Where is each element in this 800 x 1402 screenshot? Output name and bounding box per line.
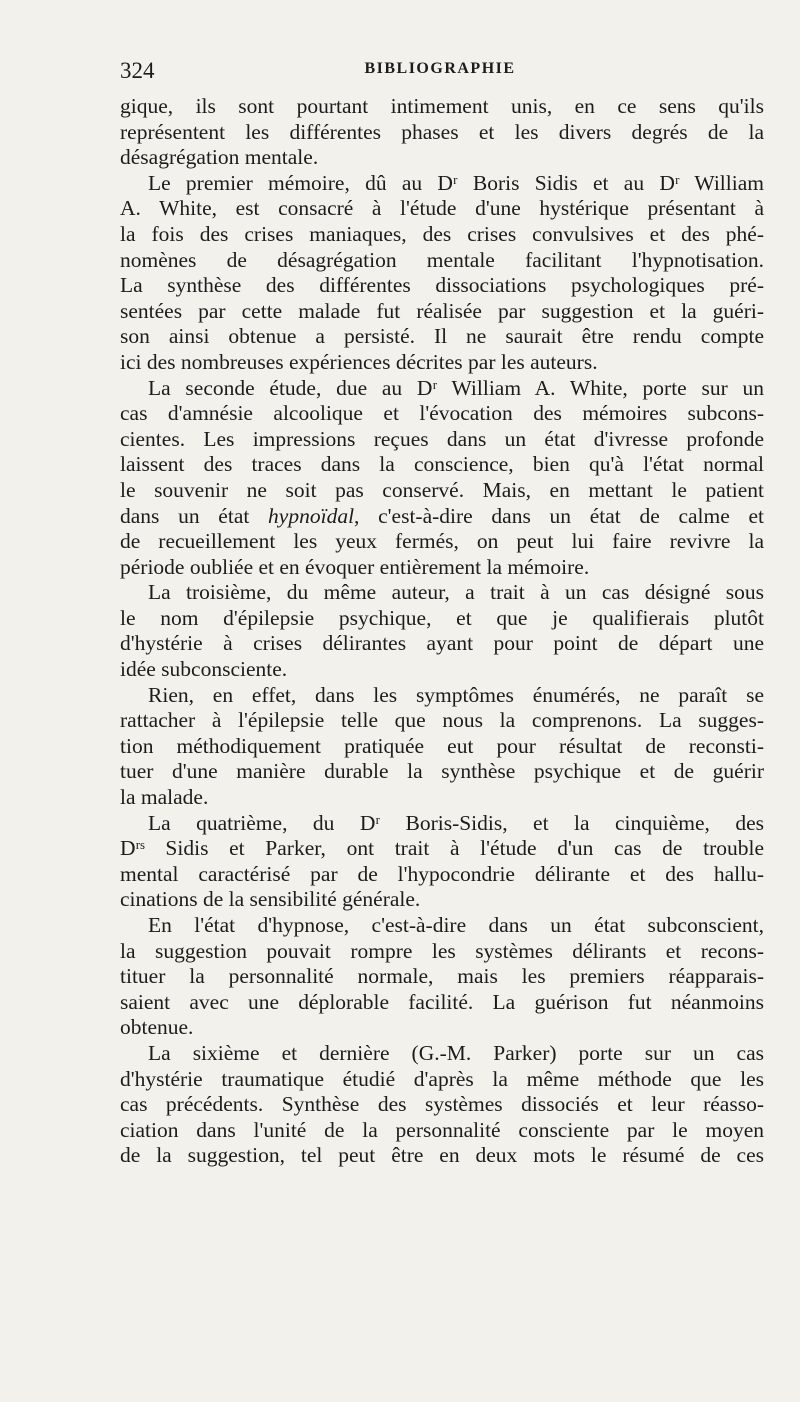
text-line: le nom d'épilepsie psychique, et que je qualifierais plutôt <box>120 605 764 630</box>
text-line: cientes. Les impressions reçues dans un état d'ivresse profonde <box>120 426 764 451</box>
italic-term: hypnoïdal <box>268 503 355 528</box>
text-line: désagrégation mentale. <box>120 145 319 170</box>
paragraph <box>120 376 764 581</box>
text-line: ici des nombreuses expériences décrites par les auteurs. <box>120 349 598 374</box>
paragraph <box>120 913 764 1041</box>
text-line: Le premier mémoire, dû au Dʳ Boris Sidis et au Dʳ William <box>148 170 764 195</box>
text-line: ciation dans l'unité de la personnalité consciente par le moyen <box>120 1117 764 1142</box>
running-title: BIBLIOGRAPHIE <box>364 60 516 77</box>
text-line: rattacher à l'épilepsie telle que nous la comprenons. La sugges- <box>120 708 764 733</box>
running-head <box>120 58 760 82</box>
text-line: La quatrième, du Dʳ Boris-Sidis, et la cinquième, des <box>148 810 764 835</box>
text-line: tuer d'une manière durable la synthèse psychique et de guérir <box>120 759 764 784</box>
text-line: période oubliée et en évoquer entièrement la mémoire. <box>120 554 590 579</box>
paragraph <box>120 94 764 171</box>
text-line: d'hystérie traumatique étudié d'après la même méthode que les <box>120 1066 764 1091</box>
text-line: nomènes de désagrégation mentale facilitant l'hypnotisation. <box>120 247 764 272</box>
text-line: idée subconsciente. <box>120 657 288 682</box>
text-line: la fois des crises maniaques, des crises convulsives et des phé- <box>120 221 764 246</box>
paragraph <box>120 683 764 811</box>
text-line: La synthèse des différentes dissociations psychologiques pré- <box>120 273 764 298</box>
page-number: 324 <box>120 58 155 83</box>
text-line: Dʳˢ Sidis et Parker, ont trait à l'étude d'un cas de trouble <box>120 836 764 861</box>
text-line: La seconde étude, due au Dʳ William A. White, porte sur un <box>148 375 764 400</box>
text-line: La sixième et dernière (G.-M. Parker) porte sur un cas <box>148 1040 764 1065</box>
text-line: La troisième, du même auteur, a trait à un cas désigné sous <box>148 580 764 605</box>
text-line: sentées par cette malade fut réalisée par suggestion et la guéri- <box>120 298 764 323</box>
text-line: de la suggestion, tel peut être en deux mots le résumé de ces <box>120 1143 764 1168</box>
text-line: représentent les différentes phases et les divers degrés de la <box>120 119 764 144</box>
text-line: laissent des traces dans la conscience, bien qu'à l'état normal <box>120 452 764 477</box>
text-line: cas précédents. Synthèse des systèmes dissociés et leur réasso- <box>120 1092 764 1117</box>
text-line: dans un état hypnoïdal, c'est-à-dire dans un état de calme et <box>120 503 764 528</box>
text-line: obtenue. <box>120 1015 194 1040</box>
body-text <box>120 94 764 1169</box>
text-line: saient avec une déplorable facilité. La guérison fut néanmoins <box>120 989 764 1014</box>
text-line: Rien, en effet, dans les symptômes énumérés, ne paraît se <box>148 682 764 707</box>
text-line: le souvenir ne soit pas conservé. Mais, en mettant le patient <box>120 477 764 502</box>
text-line: la suggestion pouvait rompre les systèmes délirants et recons- <box>120 938 764 963</box>
text-line: son ainsi obtenue a persisté. Il ne saurait être rendu compte <box>120 324 764 349</box>
text-line: gique, ils sont pourtant intimement unis, en ce sens qu'ils <box>120 94 764 118</box>
paragraph <box>120 811 764 913</box>
paragraph <box>120 171 764 376</box>
text-line: cinations de la sensibilité générale. <box>120 887 421 912</box>
text-line: de recueillement les yeux fermés, on peut lui faire revivre la <box>120 529 764 554</box>
text-line: A. White, est consacré à l'étude d'une hystérique présentant à <box>120 196 764 221</box>
paragraph <box>120 580 764 682</box>
text-line: tituer la personnalité normale, mais les premiers réapparais- <box>120 964 764 989</box>
text-line: tion méthodiquement pratiquée eut pour résultat de reconsti- <box>120 733 764 758</box>
text-line: cas d'amnésie alcoolique et l'évocation des mémoires subcons- <box>120 401 764 426</box>
text-line: En l'état d'hypnose, c'est-à-dire dans un état subconscient, <box>148 913 764 937</box>
text-line: d'hystérie à crises délirantes ayant pour point de départ une <box>120 631 764 656</box>
paragraph <box>120 1041 764 1169</box>
text-line: la malade. <box>120 785 209 810</box>
text-line: mental caractérisé par de l'hypocondrie délirante et des hallu- <box>120 861 764 886</box>
